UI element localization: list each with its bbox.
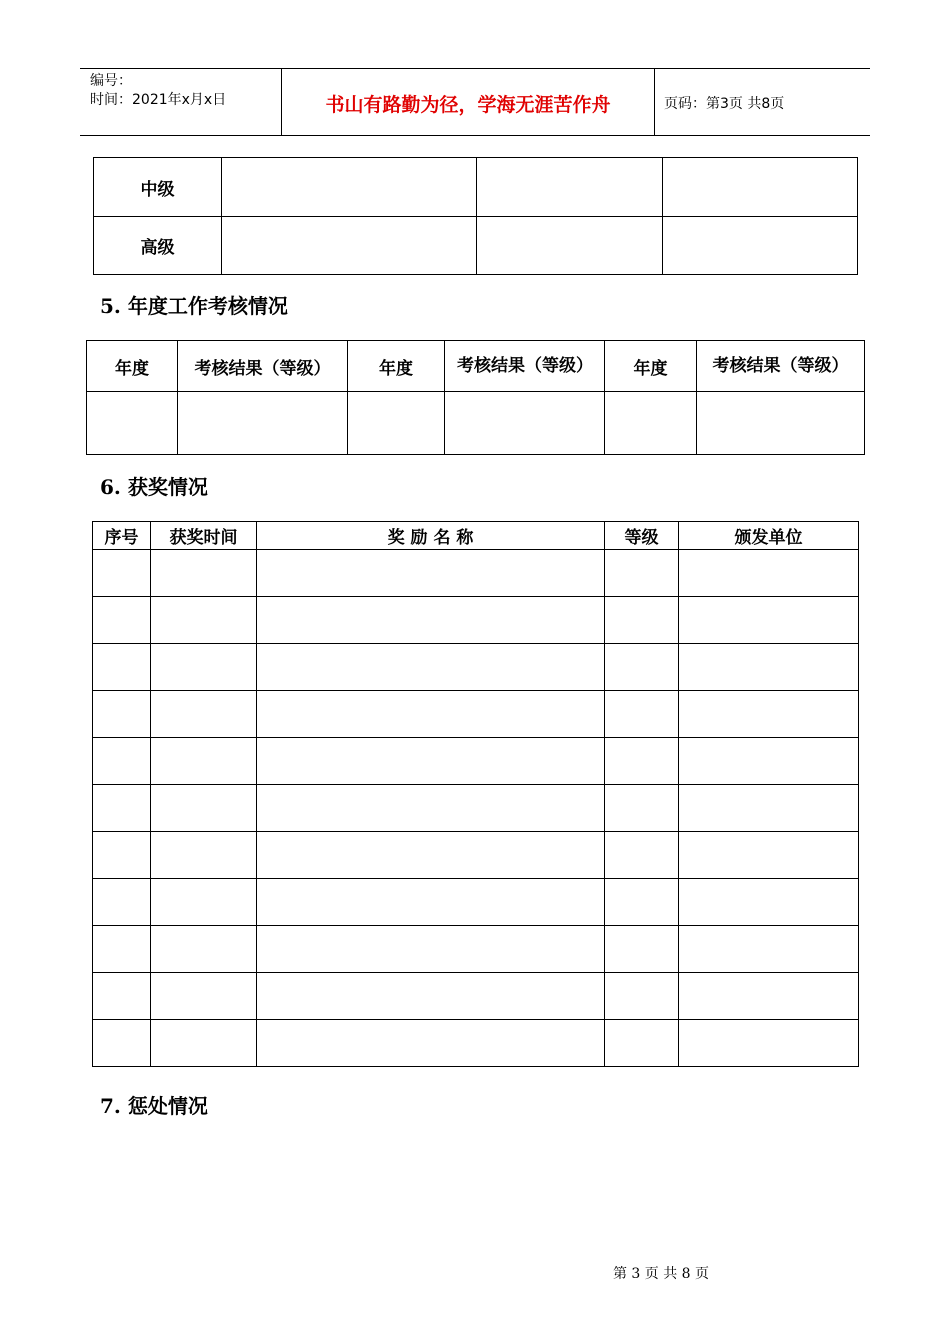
table-cell[interactable]: [257, 785, 605, 832]
table-cell[interactable]: [679, 785, 859, 832]
table-row: [93, 597, 859, 644]
table-cell[interactable]: [257, 738, 605, 785]
table-cell[interactable]: [151, 597, 257, 644]
header-result: 考核结果（等级）: [178, 341, 348, 392]
table-cell[interactable]: [257, 691, 605, 738]
table-cell[interactable]: [257, 550, 605, 597]
table-cell[interactable]: [679, 691, 859, 738]
table-row: [93, 1020, 859, 1067]
header-year: 年度: [348, 341, 445, 392]
header-motto: 书山有路勤为径，学海无涯苦作舟: [325, 94, 611, 116]
section-6-title: 6. 获奖情况: [100, 475, 208, 499]
table-cell[interactable]: [93, 597, 151, 644]
table-header-row: [87, 341, 865, 392]
document-number-label: 编号：: [90, 73, 132, 89]
table-cell[interactable]: [663, 217, 858, 275]
table-cell[interactable]: [605, 644, 679, 691]
table-cell[interactable]: [151, 738, 257, 785]
awards-table: [92, 521, 859, 1067]
table-cell[interactable]: [605, 926, 679, 973]
table-cell[interactable]: [151, 973, 257, 1020]
table-cell[interactable]: [477, 217, 663, 275]
table-cell[interactable]: [679, 1020, 859, 1067]
table-cell[interactable]: [93, 644, 151, 691]
header-bottom-border: [80, 135, 870, 136]
title-table: [93, 157, 858, 275]
table-cell[interactable]: [605, 550, 679, 597]
table-cell[interactable]: [679, 597, 859, 644]
table-row: [93, 926, 859, 973]
table-cell[interactable]: [605, 691, 679, 738]
section-7-title: 7. 惩处情况: [100, 1094, 208, 1118]
page-footer: 第 3 页 共 8 页: [612, 1266, 710, 1282]
header-result: 考核结果（等级）: [697, 341, 865, 392]
table-row: [93, 879, 859, 926]
table-cell[interactable]: [679, 879, 859, 926]
table-cell[interactable]: [257, 832, 605, 879]
table-cell[interactable]: [151, 691, 257, 738]
header-page-info: 页码：第3页 共8页: [664, 96, 785, 112]
table-cell[interactable]: [679, 832, 859, 879]
table-cell[interactable]: [93, 879, 151, 926]
header-year: 年度: [605, 341, 697, 392]
table-cell[interactable]: [151, 879, 257, 926]
table-cell[interactable]: [257, 973, 605, 1020]
header-serial: 序号: [93, 522, 151, 550]
header-award-time: 获奖时间: [151, 522, 257, 550]
header-award-name: 奖 励 名 称: [257, 522, 605, 550]
table-cell[interactable]: [178, 392, 348, 455]
table-cell[interactable]: [93, 832, 151, 879]
table-cell[interactable]: [151, 785, 257, 832]
table-cell[interactable]: [663, 158, 858, 217]
table-cell[interactable]: [151, 550, 257, 597]
table-cell[interactable]: [679, 738, 859, 785]
table-cell[interactable]: [605, 785, 679, 832]
table-cell[interactable]: [93, 550, 151, 597]
table-cell[interactable]: [679, 644, 859, 691]
table-row: [93, 832, 859, 879]
table-cell[interactable]: [605, 879, 679, 926]
table-cell[interactable]: [87, 392, 178, 455]
title-level-cell: 高级: [94, 217, 222, 275]
table-cell[interactable]: [605, 392, 697, 455]
document-date-label: 时间：2021年x月x日: [90, 92, 227, 108]
header-result: 考核结果（等级）: [445, 341, 605, 392]
table-cell[interactable]: [605, 832, 679, 879]
table-cell[interactable]: [605, 1020, 679, 1067]
header-issuer: 颁发单位: [679, 522, 859, 550]
table-row: [87, 392, 865, 455]
table-cell[interactable]: [348, 392, 445, 455]
table-cell[interactable]: [257, 1020, 605, 1067]
table-cell[interactable]: [679, 550, 859, 597]
header-divider-right: [654, 68, 655, 136]
table-cell[interactable]: [605, 973, 679, 1020]
table-cell[interactable]: [445, 392, 605, 455]
table-cell[interactable]: [222, 217, 477, 275]
table-cell[interactable]: [93, 973, 151, 1020]
table-cell[interactable]: [605, 597, 679, 644]
table-cell[interactable]: [151, 644, 257, 691]
table-row: [94, 217, 858, 275]
table-cell[interactable]: [151, 1020, 257, 1067]
table-row: [94, 158, 858, 217]
table-cell[interactable]: [222, 158, 477, 217]
table-header-row: [93, 522, 859, 550]
header-grade: 等级: [605, 522, 679, 550]
table-row: [93, 738, 859, 785]
table-cell[interactable]: [93, 785, 151, 832]
table-row: [93, 785, 859, 832]
table-cell[interactable]: [257, 879, 605, 926]
header-year: 年度: [87, 341, 178, 392]
table-cell[interactable]: [151, 926, 257, 973]
table-cell[interactable]: [93, 691, 151, 738]
table-cell[interactable]: [257, 926, 605, 973]
table-cell[interactable]: [679, 926, 859, 973]
table-row: [93, 691, 859, 738]
table-cell[interactable]: [93, 926, 151, 973]
section-5-title: 5. 年度工作考核情况: [100, 294, 288, 318]
table-cell[interactable]: [697, 392, 865, 455]
table-cell[interactable]: [257, 644, 605, 691]
table-cell[interactable]: [93, 738, 151, 785]
title-level-cell: 中级: [94, 158, 222, 217]
table-row: [93, 973, 859, 1020]
header-left: [90, 72, 226, 110]
header-top-border: [80, 68, 870, 69]
table-cell[interactable]: [257, 597, 605, 644]
assessment-table: [86, 340, 865, 455]
table-cell[interactable]: [93, 1020, 151, 1067]
table-cell[interactable]: [679, 973, 859, 1020]
table-cell[interactable]: [477, 158, 663, 217]
table-cell[interactable]: [605, 738, 679, 785]
table-cell[interactable]: [151, 832, 257, 879]
table-row: [93, 550, 859, 597]
table-row: [93, 644, 859, 691]
